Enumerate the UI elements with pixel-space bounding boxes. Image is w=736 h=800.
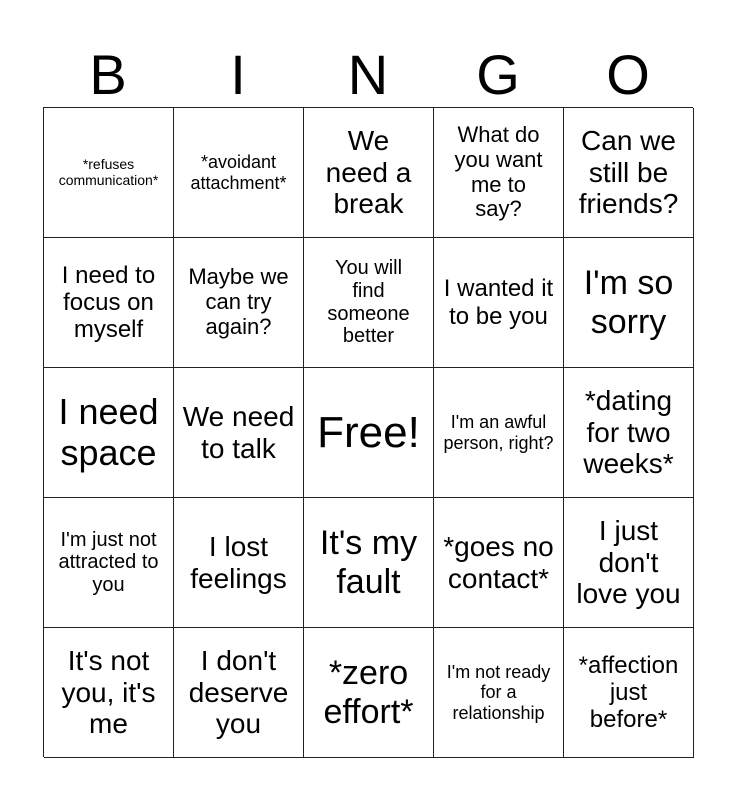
cell-text: I lost feelings [190, 530, 287, 594]
cell-text: We need to talk [182, 400, 295, 464]
bingo-cell[interactable] [44, 498, 174, 628]
cell-text: *goes no contact* [443, 530, 554, 594]
header-letter-i: I [230, 43, 246, 106]
bingo-cell[interactable] [434, 108, 564, 238]
free-space-text: Free! [317, 407, 420, 457]
bingo-cell[interactable] [304, 238, 434, 368]
cell-text: You will find someone better [327, 257, 410, 348]
cell-text: Maybe we can try again? [188, 264, 289, 339]
header-letter-o: O [606, 43, 650, 106]
cell-text: I'm so sorry [583, 264, 674, 341]
bingo-cell[interactable] [174, 238, 304, 368]
cell-text: *zero effort* [323, 654, 414, 731]
cell-text: *avoidant attachment* [190, 152, 287, 193]
cell-text: *affection just before* [578, 651, 679, 734]
header-letter-g: G [476, 43, 520, 106]
bingo-cell[interactable] [304, 628, 434, 758]
bingo-cell[interactable] [174, 108, 304, 238]
bingo-cell[interactable] [434, 498, 564, 628]
cell-text: I just don't love you [576, 515, 681, 610]
bingo-cell[interactable] [434, 238, 564, 368]
bingo-cell[interactable] [434, 368, 564, 498]
cell-text: What do you want me to say? [454, 121, 543, 222]
free-space-cell[interactable] [304, 368, 434, 498]
cell-text: I'm just not attracted to you [58, 528, 159, 596]
bingo-board [43, 107, 693, 757]
bingo-cell[interactable] [44, 108, 174, 238]
bingo-cell[interactable] [174, 368, 304, 498]
cell-text: I'm an awful person, right? [443, 412, 554, 453]
bingo-cell[interactable] [564, 108, 694, 238]
bingo-cell[interactable] [564, 238, 694, 368]
bingo-cell[interactable] [564, 498, 694, 628]
cell-text: I'm not ready for a relationship [446, 662, 551, 723]
bingo-cell[interactable] [44, 628, 174, 758]
bingo-cell[interactable] [44, 238, 174, 368]
header-letter-b: B [89, 43, 127, 106]
bingo-cell[interactable] [434, 628, 564, 758]
cell-text: I need to focus on myself [61, 261, 156, 344]
bingo-cell[interactable] [564, 368, 694, 498]
cell-text: I wanted it to be you [443, 275, 554, 330]
bingo-cell[interactable] [174, 628, 304, 758]
cell-text: Can we still be friends? [578, 125, 679, 220]
cell-text: I don't deserve you [188, 645, 289, 740]
cell-text: We need a break [325, 125, 412, 220]
bingo-cell[interactable] [44, 368, 174, 498]
cell-text: *refuses communication* [58, 155, 159, 188]
bingo-header [43, 42, 693, 108]
cell-text: It's my fault [319, 524, 418, 601]
cell-text: *dating for two weeks* [583, 385, 674, 480]
bingo-cell[interactable] [564, 628, 694, 758]
header-letter-n: N [347, 43, 389, 106]
bingo-cell[interactable] [304, 498, 434, 628]
bingo-cell[interactable] [304, 108, 434, 238]
cell-text: I need space [58, 390, 159, 473]
cell-text: It's not you, it's me [61, 645, 156, 740]
bingo-cell[interactable] [174, 498, 304, 628]
